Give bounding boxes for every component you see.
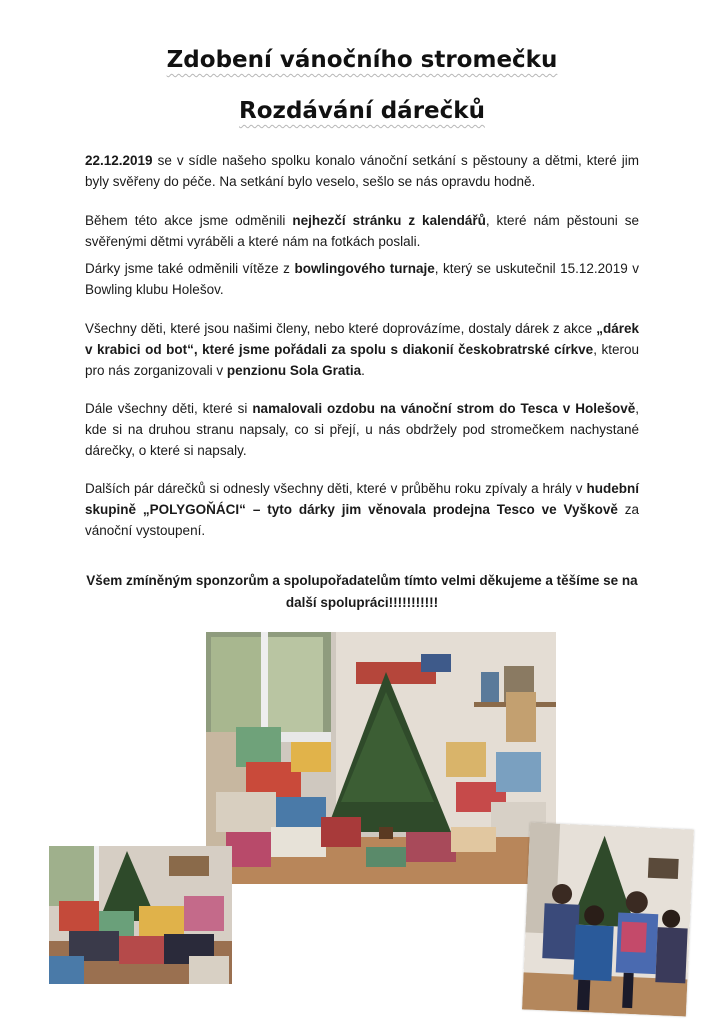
- photo-children-gifts: [49, 846, 232, 984]
- paragraph-bowling: Dárky jsme také odměnili vítěze z bowlingového turnaje, který se uskutečnil 15.12.2019 v Bowling klubu Holešov.: [85, 261, 639, 297]
- paragraph-meeting: 22.12.2019 se v sídle našeho spolku konalo vánoční setkání s pěstouny a dětmi, které jim byly svěřeny do péče. Na setkání bylo veselo, sešlo se nás opravdu hodně.: [85, 153, 639, 189]
- title-decorating-tree: Zdobení vánočního stromečku: [166, 47, 558, 73]
- paragraph-calendar: Během této akce jsme odměnili nejhezčí stránku z kalendářů, které nám pěstouni se svěřenými dětmi vyráběli a které nám na fotkách poslali.: [85, 213, 640, 249]
- title-gift-giving: Rozdávání dárečků: [239, 98, 485, 124]
- photo-tree-with-gifts: [206, 632, 556, 884]
- paragraph-shoebox: Všechny děti, které jsou našimi členy, nebo které doprovázíme, dostaly dárek z akce „dárek v krabici od bot“, které jsme pořádali za spolu s diakonií českobratrské církve, kterou pro nás zorganizovali v penzionu Sola Gratia.: [85, 321, 639, 378]
- thanks-message: Všem zmíněným sponzorům a spolupořadatelům tímto velmi děkujeme a těšíme se na další spolupráci!!!!!!!!!!!: [86, 573, 638, 610]
- paragraph-polygonaci: Dalších pár dárečků si odnesly všechny děti, které v průběhu roku zpívaly a hrály v hudební skupině „POLYGOŇÁCI“ – tyto dárky jim věnovala prodejna Tesco ve Vyškově za vánoční vystoupení.: [85, 481, 639, 538]
- photo-children-backpacks: [522, 823, 694, 1017]
- paragraph-tesco-ornaments: Dále všechny děti, které si namalovali ozdobu na vánoční strom do Tesca v Holešově, kde si na druhou stranu napsaly, co si přejí, u nás obdržely pod stromečkem nachystané dárečky, o které si napsaly.: [85, 401, 639, 458]
